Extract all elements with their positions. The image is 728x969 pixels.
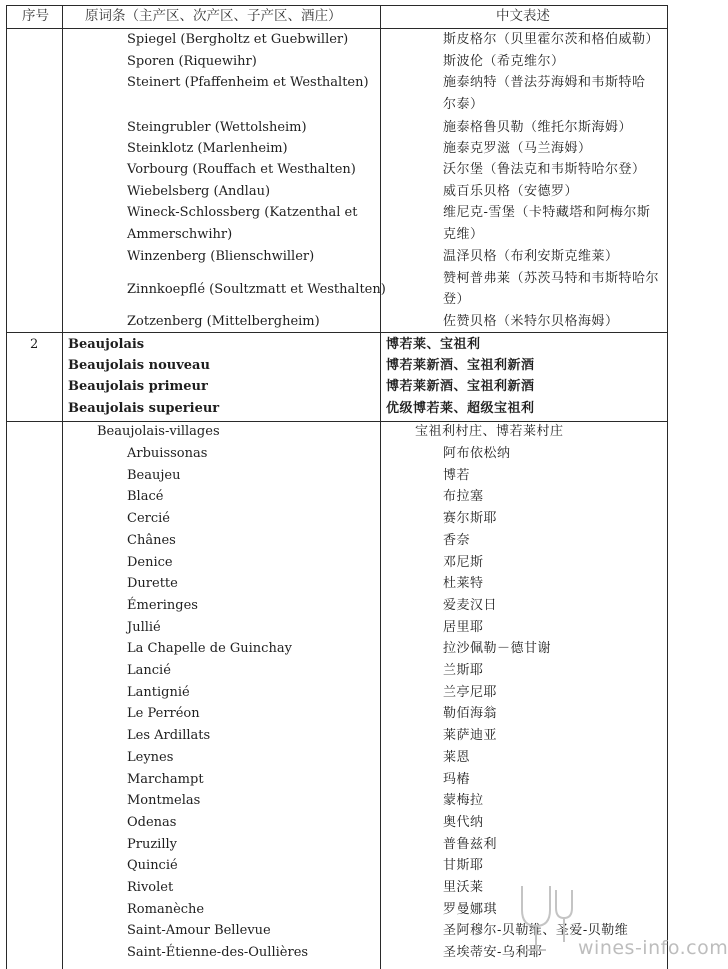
village-name-en: Chânes	[127, 533, 176, 548]
term-en: Wiebelsberg (Andlau)	[127, 184, 271, 199]
village-name-en: La Chapelle de Guinchay	[127, 641, 292, 656]
term-zh-bold: 博若莱新酒、宝祖利新酒	[386, 379, 535, 394]
term-en-bold: Beaujolais	[68, 337, 145, 352]
village-name-en: Lantignié	[127, 685, 190, 700]
term-zh-bold: 优级博若莱、超级宝祖利	[386, 401, 535, 416]
village-name-en: Saint-Amour Bellevue	[127, 923, 271, 938]
row-number: 2	[30, 337, 39, 352]
header-original-term: 原词条（主产区、次产区、子产区、酒庄）	[85, 8, 342, 24]
term-en: Zinnkoepflé (Soultzmatt et Westhalten)	[127, 282, 386, 297]
village-name-zh: 博若	[443, 468, 471, 483]
term-zh: 赞柯普弗莱（苏茨马特和韦斯特哈尔	[443, 271, 660, 286]
term-en: Zotzenberg (Mittelbergheim)	[127, 314, 320, 329]
village-name-en: Blacé	[127, 489, 164, 504]
term-en: Winzenberg (Blienschwiller)	[127, 249, 315, 264]
village-name-zh: 里沃莱	[443, 880, 484, 895]
village-name-zh: 普鲁兹利	[443, 837, 498, 852]
header-chinese-term: 中文表述	[496, 8, 550, 24]
village-name-zh: 玛樁	[443, 772, 471, 787]
village-name-zh: 圣埃蒂安-乌利耶	[443, 945, 543, 960]
term-zh-continued: 克维）	[443, 227, 484, 242]
village-name-en: Montmelas	[127, 793, 201, 808]
term-zh: 温泽贝格（布利安斯克维莱）	[443, 249, 619, 264]
village-name-en: Émeringes	[127, 598, 198, 613]
term-zh-bold: 博若莱、宝祖利	[386, 337, 481, 352]
village-name-en: Cercié	[127, 511, 170, 526]
village-name-zh: 爱麦汉日	[443, 598, 498, 613]
village-name-zh: 兰斯耶	[443, 663, 484, 678]
village-name-en: Odenas	[127, 815, 177, 830]
village-name-zh: 莱萨迪亚	[443, 728, 498, 743]
village-name-zh: 罗曼娜琪	[443, 902, 498, 917]
village-name-en: Marchampt	[127, 772, 204, 787]
village-name-en: Arbuissonas	[127, 446, 208, 461]
term-en: Spiegel (Bergholtz et Guebwiller)	[127, 32, 349, 47]
village-name-en: Les Ardillats	[127, 728, 211, 743]
term-en: Sporen (Riquewihr)	[127, 54, 257, 69]
village-name-zh: 居里耶	[443, 620, 484, 635]
column-divider-2	[380, 5, 381, 969]
village-name-zh: 拉沙佩勒－德甘谢	[443, 641, 552, 656]
header-separator	[6, 28, 668, 29]
term-en: Wineck-Schlossberg (Katzenthal et	[127, 205, 358, 220]
term-en-bold: Beaujolais superieur	[68, 401, 220, 416]
term-zh: 斯皮格尔（贝里霍尔茨和格伯威勒）	[443, 32, 660, 47]
village-name-zh: 奥代纳	[443, 815, 484, 830]
village-name-en: Romanèche	[127, 902, 205, 917]
border-right	[667, 5, 668, 969]
column-divider-1	[62, 5, 63, 969]
term-zh-bold: 博若莱新酒、宝祖利新酒	[386, 358, 535, 373]
term-zh-continued: 尔泰）	[443, 97, 484, 112]
term-en-bold: Beaujolais nouveau	[68, 358, 210, 373]
term-zh-continued: 登）	[443, 292, 471, 307]
village-name-en: Rivolet	[127, 880, 174, 895]
term-zh: 施泰克罗滋（马兰海姆）	[443, 141, 592, 156]
village-name-en: Jullié	[127, 620, 161, 635]
term-zh: 斯波伦（希克维尔）	[443, 54, 565, 69]
section-separator-2	[6, 421, 668, 422]
term-zh: 威百乐贝格（安德罗）	[443, 184, 579, 199]
village-name-zh: 莱恩	[443, 750, 471, 765]
village-name-zh: 甘斯耶	[443, 858, 484, 873]
village-name-en: Pruzilly	[127, 837, 178, 852]
watermark-text: wines-info.com	[578, 937, 728, 959]
border-left	[6, 5, 7, 969]
term-en: Steinklotz (Marlenheim)	[127, 141, 288, 156]
village-name-en: Beaujeu	[127, 468, 181, 483]
term-en-bold: Beaujolais primeur	[68, 379, 208, 394]
village-name-zh: 兰亭尼耶	[443, 685, 498, 700]
village-name-zh: 邓尼斯	[443, 555, 484, 570]
village-name-en: Quincié	[127, 858, 178, 873]
village-name-zh: 赛尔斯耶	[443, 511, 498, 526]
term-en: Vorbourg (Rouffach et Westhalten)	[127, 162, 356, 177]
term-zh: 佐赞贝格（米特尔贝格海姆）	[443, 314, 619, 329]
village-name-zh: 香奈	[443, 533, 471, 548]
village-name-zh: 布拉塞	[443, 489, 484, 504]
village-name-en: Denice	[127, 555, 173, 570]
term-en-continued: Ammerschwihr)	[127, 227, 233, 242]
village-name-zh: 阿布依松纳	[443, 446, 511, 461]
village-name-zh: 圣阿穆尔-贝勒维、圣爱-贝勒维	[443, 923, 629, 938]
term-zh: 维尼克-雪堡（卡特藏塔和阿梅尔斯	[443, 205, 651, 220]
term-zh: 施泰纳特（普法芬海姆和韦斯特哈	[443, 75, 646, 90]
header-no: 序号	[22, 8, 49, 24]
term-zh: 施泰格鲁贝勒（维托尔斯海姆）	[443, 120, 633, 135]
group-term-zh: 宝祖利村庄、博若莱村庄	[415, 424, 564, 439]
term-en: Steingrubler (Wettolsheim)	[127, 120, 307, 135]
village-name-zh: 蒙梅拉	[443, 793, 484, 808]
group-term-en: Beaujolais-villages	[97, 424, 220, 439]
border-top	[6, 5, 668, 6]
term-en: Steinert (Pfaffenheim et Westhalten)	[127, 75, 369, 90]
term-zh: 沃尔堡（鲁法克和韦斯特哈尔登）	[443, 162, 646, 177]
village-name-zh: 杜莱特	[443, 576, 484, 591]
village-name-zh: 勒佰海翁	[443, 706, 498, 721]
village-name-en: Durette	[127, 576, 178, 591]
village-name-en: Saint-Étienne-des-Oullières	[127, 945, 309, 960]
village-name-en: Le Perréon	[127, 706, 200, 721]
section-separator-1	[6, 332, 668, 333]
village-name-en: Lancié	[127, 663, 171, 678]
village-name-en: Leynes	[127, 750, 174, 765]
